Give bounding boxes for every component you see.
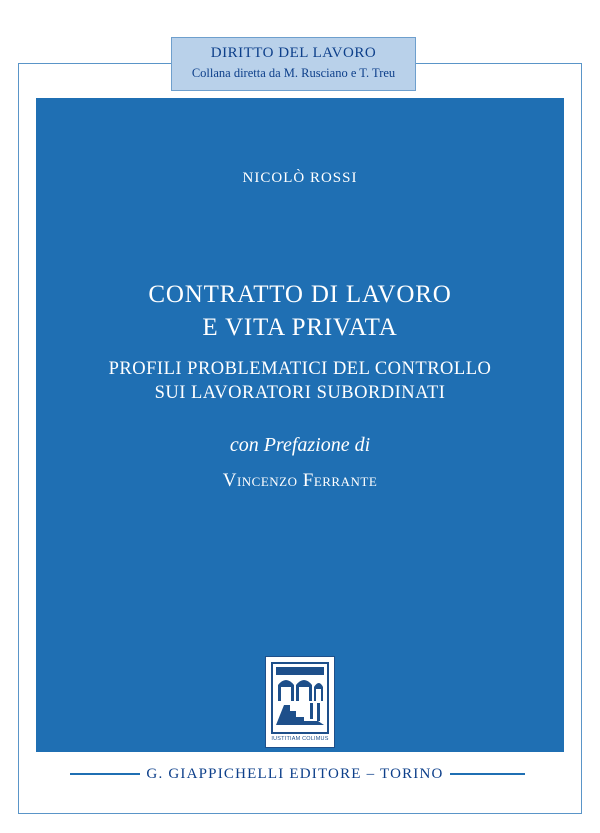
book-title-line-2: E VITA PRIVATA [202,314,398,341]
publisher-divider-left [70,773,140,775]
publisher-row [0,762,600,786]
publisher-logo-drawing [270,661,330,735]
book-title-line-1: CONTRATTO DI LAVORO [148,281,452,308]
series-editors: Collana diretta da M. Rusciano e T. Treu [191,66,396,80]
author-name: NICOLÒ ROSSI [242,170,358,186]
publisher-divider-right [450,773,525,775]
preface-author: Vincenzo Ferrante [222,470,378,491]
preface-label: con Prefazione di [229,434,371,456]
publisher-name: G. GIAPPICHELLI EDITORE – TORINO [146,766,444,782]
cover-panel [36,98,564,752]
book-subtitle-line-2: SUI LAVORATORI SUBORDINATI [154,383,446,403]
book-subtitle-line-1: PROFILI PROBLEMATICI DEL CONTROLLO [108,359,492,379]
series-label-box [171,37,416,91]
publisher-logo-icon [265,656,335,748]
logo-motto: IUSTITIAM COLIMUS [269,734,331,744]
series-name: DIRITTO DEL LAVORO [210,45,377,61]
